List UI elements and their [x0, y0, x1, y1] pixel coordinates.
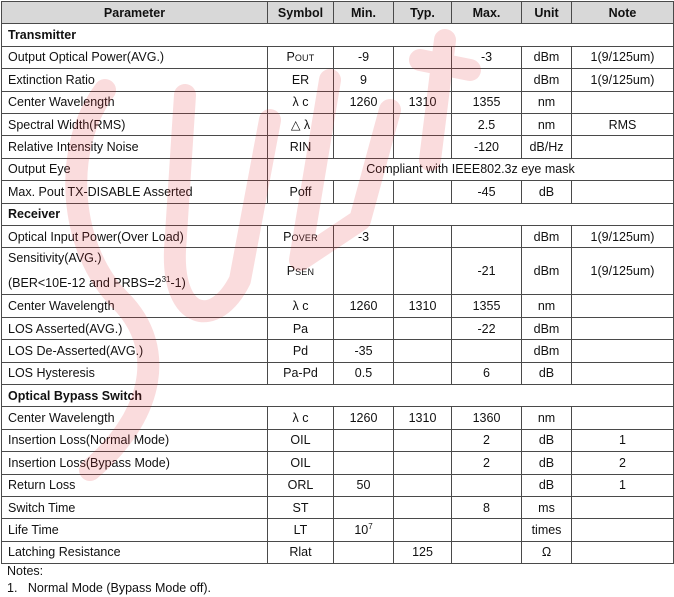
symbol-main: P — [286, 50, 295, 65]
cell-parameter — [2, 248, 268, 295]
section-row — [2, 203, 674, 225]
parameter-superscript: 31 — [161, 275, 171, 285]
cell-typ — [394, 474, 452, 496]
notes-section — [7, 563, 211, 597]
table-row — [2, 91, 674, 113]
cell-min: -3 — [334, 225, 394, 247]
cell-min — [334, 113, 394, 135]
cell-min: 1260 — [334, 295, 394, 317]
cell-parameter: Insertion Loss(Bypass Mode) — [2, 452, 268, 474]
cell-typ — [394, 519, 452, 541]
cell-symbol — [268, 46, 334, 68]
cell-typ — [394, 181, 452, 203]
cell-max — [452, 225, 522, 247]
cell-min — [334, 181, 394, 203]
cell-typ — [394, 69, 452, 91]
cell-typ — [394, 317, 452, 339]
cell-max — [452, 340, 522, 362]
table-row — [2, 248, 674, 295]
cell-parameter: Center Wavelength — [2, 295, 268, 317]
cell-unit: nm — [522, 113, 572, 135]
cell-note: RMS — [572, 113, 674, 135]
cell-unit: dBm — [522, 69, 572, 91]
cell-unit: nm — [522, 91, 572, 113]
section-title: Optical Bypass Switch — [2, 385, 674, 407]
cell-max: 6 — [452, 362, 522, 384]
table-row — [2, 452, 674, 474]
table-row — [2, 46, 674, 68]
cell-min — [334, 496, 394, 518]
cell-parameter: Output Optical Power(AVG.) — [2, 46, 268, 68]
cell-max: 2.5 — [452, 113, 522, 135]
cell-unit: dB — [522, 181, 572, 203]
parameter-text: (BER<10E-12 and PRBS=2 — [8, 276, 162, 291]
cell-note: 1 — [572, 429, 674, 451]
cell-typ — [394, 496, 452, 518]
cell-min — [334, 136, 394, 158]
cell-parameter: Output Eye — [2, 158, 268, 180]
cell-min — [334, 519, 394, 541]
parameter-text-end: -1) — [170, 276, 186, 291]
table-row — [2, 407, 674, 429]
cell-min: -35 — [334, 340, 394, 362]
cell-max — [452, 541, 522, 563]
cell-parameter: LOS Asserted(AVG.) — [2, 317, 268, 339]
cell-min — [334, 429, 394, 451]
cell-parameter: Life Time — [2, 519, 268, 541]
cell-parameter: Extinction Ratio — [2, 69, 268, 91]
cell-unit: nm — [522, 407, 572, 429]
cell-max: 8 — [452, 496, 522, 518]
cell-note — [572, 496, 674, 518]
cell-note — [572, 519, 674, 541]
cell-unit: dB — [522, 362, 572, 384]
cell-max: 1355 — [452, 295, 522, 317]
cell-parameter: Optical Input Power(Over Load) — [2, 225, 268, 247]
cell-typ — [394, 225, 452, 247]
cell-min: 0.5 — [334, 362, 394, 384]
table-row — [2, 429, 674, 451]
table-row — [2, 362, 674, 384]
cell-note — [572, 340, 674, 362]
table-row — [2, 158, 674, 180]
section-title: Transmitter — [2, 24, 674, 46]
cell-symbol: ER — [268, 69, 334, 91]
cell-symbol: ST — [268, 496, 334, 518]
cell-typ: 1310 — [394, 91, 452, 113]
header-row — [2, 2, 674, 24]
min-exponent: 7 — [368, 522, 373, 532]
cell-parameter: LOS De-Asserted(AVG.) — [2, 340, 268, 362]
cell-unit: dBm — [522, 248, 572, 295]
cell-typ — [394, 136, 452, 158]
cell-unit: dBm — [522, 340, 572, 362]
cell-note — [572, 541, 674, 563]
cell-unit: nm — [522, 295, 572, 317]
cell-symbol: λ c — [268, 91, 334, 113]
table-row — [2, 225, 674, 247]
cell-symbol — [268, 225, 334, 247]
cell-typ — [394, 248, 452, 295]
cell-parameter: Latching Resistance — [2, 541, 268, 563]
cell-unit: ms — [522, 496, 572, 518]
cell-unit: times — [522, 519, 572, 541]
table-row — [2, 317, 674, 339]
cell-spanning-value: Compliant with IEEE802.3z eye mask — [268, 158, 674, 180]
cell-note: 1(9/125um) — [572, 225, 674, 247]
header-note: Note — [572, 2, 674, 24]
cell-symbol: Pa-Pd — [268, 362, 334, 384]
cell-symbol: △ λ — [268, 113, 334, 135]
cell-min — [334, 541, 394, 563]
cell-symbol: Pa — [268, 317, 334, 339]
cell-max — [452, 69, 522, 91]
table-row — [2, 474, 674, 496]
cell-note — [572, 295, 674, 317]
cell-max: -22 — [452, 317, 522, 339]
cell-symbol: OIL — [268, 429, 334, 451]
cell-symbol: RIN — [268, 136, 334, 158]
symbol-main: P — [283, 229, 292, 244]
header-parameter: Parameter — [2, 2, 268, 24]
cell-min: 9 — [334, 69, 394, 91]
table-row — [2, 113, 674, 135]
cell-note: 2 — [572, 452, 674, 474]
cell-max: -45 — [452, 181, 522, 203]
cell-unit: dB — [522, 474, 572, 496]
notes-title: Notes: — [7, 564, 44, 578]
cell-typ — [394, 429, 452, 451]
cell-parameter: Center Wavelength — [2, 407, 268, 429]
cell-typ — [394, 46, 452, 68]
cell-max: -3 — [452, 46, 522, 68]
table-row — [2, 181, 674, 203]
cell-note: 1 — [572, 474, 674, 496]
cell-parameter: Spectral Width(RMS) — [2, 113, 268, 135]
cell-parameter: LOS Hysteresis — [2, 362, 268, 384]
table-row — [2, 541, 674, 563]
cell-typ — [394, 452, 452, 474]
cell-note: 1(9/125um) — [572, 248, 674, 295]
cell-note — [572, 317, 674, 339]
cell-note — [572, 91, 674, 113]
cell-parameter: Max. Pout TX-DISABLE Asserted — [2, 181, 268, 203]
header-symbol: Symbol — [268, 2, 334, 24]
cell-note — [572, 407, 674, 429]
cell-min: 1260 — [334, 91, 394, 113]
cell-min: 50 — [334, 474, 394, 496]
header-max: Max. — [452, 2, 522, 24]
cell-symbol: ORL — [268, 474, 334, 496]
cell-unit: dBm — [522, 317, 572, 339]
parameter-line-1: Sensitivity(AVG.) — [8, 251, 102, 266]
header-unit: Unit — [522, 2, 572, 24]
cell-min: -9 — [334, 46, 394, 68]
specification-table — [1, 1, 674, 564]
parameter-line-2 — [8, 269, 263, 294]
cell-symbol: λ c — [268, 407, 334, 429]
cell-max: 1355 — [452, 91, 522, 113]
cell-note: 1(9/125um) — [572, 46, 674, 68]
cell-typ — [394, 340, 452, 362]
cell-parameter: Return Loss — [2, 474, 268, 496]
cell-unit: dB — [522, 429, 572, 451]
cell-typ — [394, 113, 452, 135]
cell-unit: dB — [522, 452, 572, 474]
min-base: 10 — [354, 523, 369, 538]
cell-typ — [394, 362, 452, 384]
cell-symbol: Pd — [268, 340, 334, 362]
cell-max: 2 — [452, 452, 522, 474]
cell-max: 1360 — [452, 407, 522, 429]
cell-max: -120 — [452, 136, 522, 158]
cell-unit: dBm — [522, 46, 572, 68]
table-row — [2, 496, 674, 518]
cell-unit: dB/Hz — [522, 136, 572, 158]
cell-parameter: Switch Time — [2, 496, 268, 518]
cell-symbol: LT — [268, 519, 334, 541]
cell-max — [452, 519, 522, 541]
header-typ: Typ. — [394, 2, 452, 24]
cell-typ: 1310 — [394, 295, 452, 317]
cell-note: 1(9/125um) — [572, 69, 674, 91]
symbol-subscript: OVER — [291, 232, 318, 243]
cell-note — [572, 181, 674, 203]
cell-max: 2 — [452, 429, 522, 451]
cell-unit: Ω — [522, 541, 572, 563]
cell-symbol: OIL — [268, 452, 334, 474]
symbol-subscript: SEN — [295, 267, 315, 278]
cell-min — [334, 248, 394, 295]
table-row — [2, 519, 674, 541]
cell-parameter: Relative Intensity Noise — [2, 136, 268, 158]
cell-max — [452, 474, 522, 496]
cell-note — [572, 136, 674, 158]
cell-symbol: Rlat — [268, 541, 334, 563]
table-row — [2, 136, 674, 158]
cell-min: 1260 — [334, 407, 394, 429]
cell-symbol: λ c — [268, 295, 334, 317]
table-row — [2, 295, 674, 317]
section-row — [2, 385, 674, 407]
cell-symbol — [268, 248, 334, 295]
symbol-main: P — [286, 264, 296, 279]
symbol-subscript: OUT — [294, 53, 315, 64]
table-row — [2, 69, 674, 91]
cell-parameter: Insertion Loss(Normal Mode) — [2, 429, 268, 451]
cell-min — [334, 317, 394, 339]
table-row — [2, 340, 674, 362]
section-row — [2, 24, 674, 46]
header-min: Min. — [334, 2, 394, 24]
cell-typ: 125 — [394, 541, 452, 563]
section-title: Receiver — [2, 203, 674, 225]
cell-parameter: Center Wavelength — [2, 91, 268, 113]
cell-symbol: Poff — [268, 181, 334, 203]
cell-unit: dBm — [522, 225, 572, 247]
cell-min — [334, 452, 394, 474]
cell-note — [572, 362, 674, 384]
cell-typ: 1310 — [394, 407, 452, 429]
cell-max: -21 — [452, 248, 522, 295]
note-item: 1. Normal Mode (Bypass Mode off). — [7, 581, 212, 595]
